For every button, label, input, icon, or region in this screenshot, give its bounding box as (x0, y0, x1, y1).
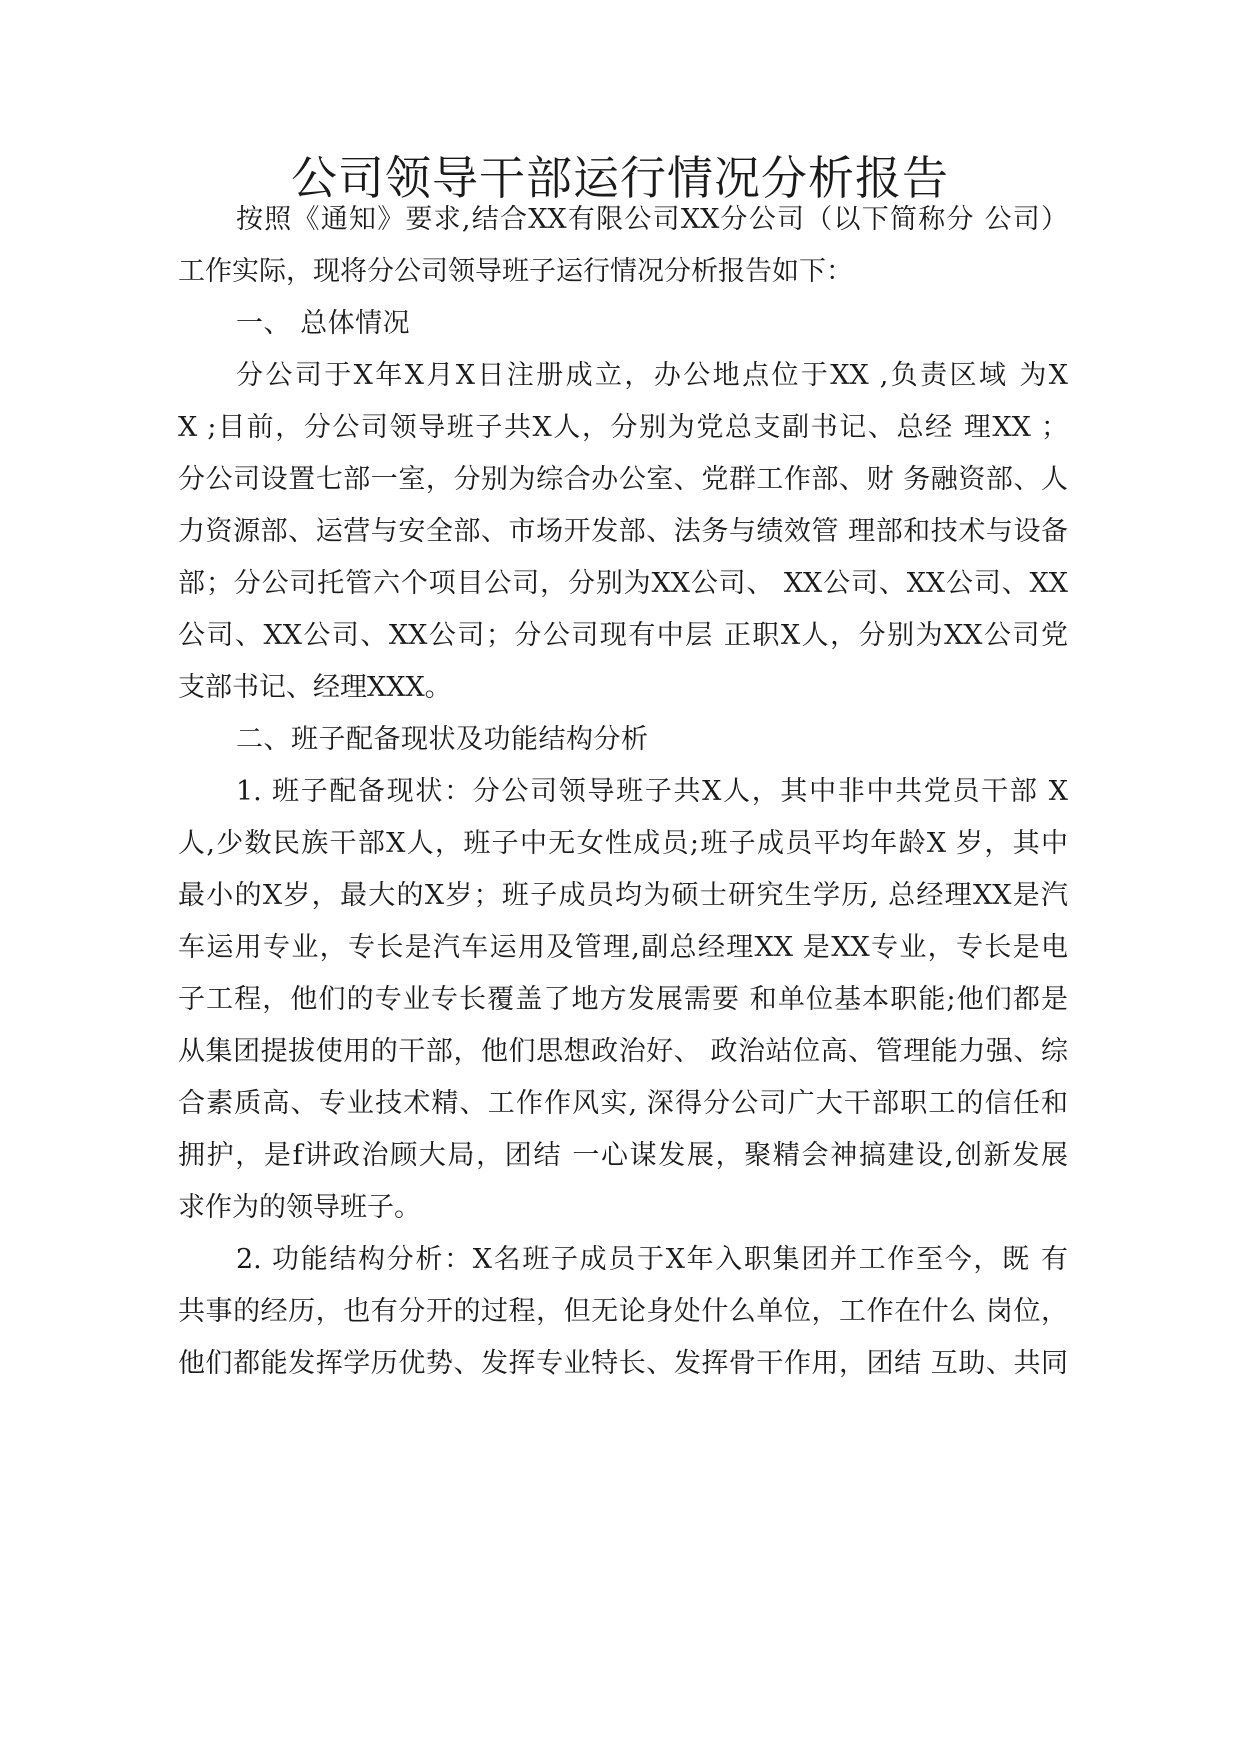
paragraph-line: 分公司于X年X月X日注册成立，办公地点位于XX ,负责区域 为X (236, 360, 1068, 391)
document-title: 公司领导干部运行情况分析报告 (291, 151, 949, 205)
paragraph-line: 他们都能发挥学历优势、发挥专业特长、发挥骨干作用，团结 互助、共同 (178, 1348, 1068, 1379)
paragraph-line: 求作为的领导班子。 (178, 1192, 421, 1223)
paragraph-line: 公司、XX公司、XX公司；分公司现有中层 正职X人，分别为XX公司党 (178, 620, 1068, 651)
paragraph-line: X ;目前，分公司领导班子共X人，分别为党总支副书记、总经 理XX ； (178, 412, 1068, 443)
paragraph-line: 力资源部、运营与安全部、市场开发部、法务与绩效管 理部和技术与设备 (178, 516, 1068, 547)
paragraph-line: 按照《通知》要求,结合XX有限公司XX分公司（以下简称分 公司） (236, 204, 1068, 235)
paragraph-line: 人,少数民族干部X人，班子中无女性成员;班子成员平均年龄X 岁，其中 (178, 828, 1068, 859)
paragraph-line: 车运用专业，专长是汽车运用及管理,副总经理XX 是XX专业，专长是电 (178, 932, 1068, 963)
paragraph-line: 拥护，是f讲政治顾大局，团结 一心谋发展，聚精会神搞建设,创新发展 (178, 1140, 1068, 1171)
paragraph-line: 子工程，他们的专业专长覆盖了地方发展需要 和单位基本职能;他们都是 (178, 984, 1068, 1015)
section-heading: 二、班子配备现状及功能结构分析 (236, 724, 649, 755)
paragraph-line: 合素质高、专业技术精、工作作风实, 深得分公司广大干部职工的信任和 (178, 1088, 1068, 1119)
paragraph-line: 从集团提拔使用的干部，他们思想政治好、 政治站位高、管理能力强、综 (178, 1036, 1068, 1067)
paragraph-line: 部；分公司托管六个项目公司，分别为XX公司、 XX公司、XX公司、XX (178, 568, 1068, 599)
section-heading: 一、 总体情况 (236, 308, 411, 339)
paragraph-line: 工作实际，现将分公司领导班子运行情况分析报告如下： (178, 256, 853, 287)
paragraph-line: 2. 功能结构分析：X名班子成员于X年入职集团并工作至今，既 有 (236, 1244, 1068, 1275)
paragraph-line: 支部书记、经理XXX。 (178, 672, 452, 703)
paragraph-line: 1. 班子配备现状：分公司领导班子共X人，其中非中共党员干部 X (236, 776, 1068, 807)
paragraph-line: 最小的X岁，最大的X岁；班子成员均为硕士研究生学历, 总经理XX是汽 (178, 880, 1068, 911)
paragraph-line: 分公司设置七部一室，分别为综合办公室、党群工作部、财 务融资部、人 (178, 464, 1068, 495)
paragraph-line: 共事的经历，也有分开的过程，但无论身处什么单位，工作在什么 岗位， (178, 1296, 1068, 1327)
